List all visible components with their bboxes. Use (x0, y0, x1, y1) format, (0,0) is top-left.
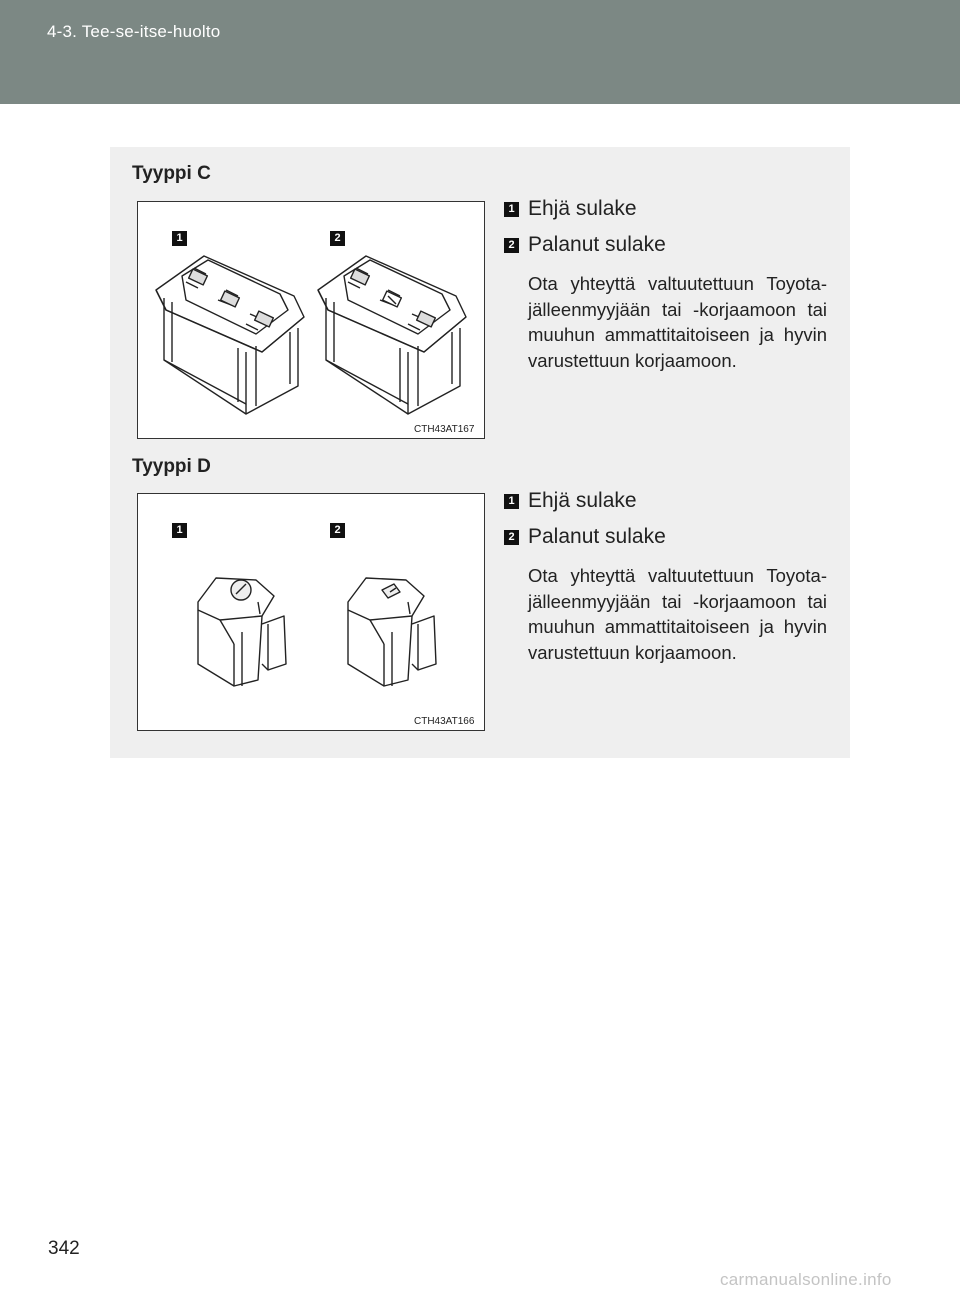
figure-label-2: 2 (330, 523, 345, 538)
service-note: Ota yhteyttä valtuutettuun Toyota-jälleenmyyjään tai -korjaamoon tai muuhun ammattitaitoiseen ja hyvin varustettuun korjaamoon. (528, 565, 827, 663)
item-number-badge: 1 (504, 202, 519, 217)
section-heading-type-c: Tyyppi C (132, 163, 211, 184)
item-number-badge: 2 (504, 530, 519, 545)
page-header (0, 0, 960, 104)
list-item (504, 489, 637, 513)
figure-type-c (137, 201, 485, 439)
item-label: Palanut sulake (528, 525, 666, 548)
list-item (504, 525, 666, 549)
watermark: carmanualsonline.info (720, 1270, 892, 1289)
figure-code: CTH43AT166 (414, 716, 475, 727)
list-item (504, 233, 666, 257)
list-item (504, 197, 637, 221)
page-number: 342 (48, 1238, 80, 1259)
item-number-badge: 2 (504, 238, 519, 253)
figure-type-d (137, 493, 485, 731)
figure-label-1: 1 (172, 231, 187, 246)
figure-code: CTH43AT167 (414, 424, 475, 435)
fuse-illustration-type-c (138, 202, 484, 438)
section-title: 4-3. Tee-se-itse-huolto (47, 22, 221, 41)
fuse-illustration-type-d (138, 494, 484, 730)
item-label: Ehjä sulake (528, 197, 637, 220)
service-note: Ota yhteyttä valtuutettuun Toyota-jälleenmyyjään tai -korjaamoon tai muuhun ammattitaitoiseen ja hyvin varustettuun korjaamoon. (528, 273, 827, 371)
item-number-badge: 1 (504, 494, 519, 509)
figure-label-1: 1 (172, 523, 187, 538)
figure-label-2: 2 (330, 231, 345, 246)
item-label: Palanut sulake (528, 233, 666, 256)
item-label: Ehjä sulake (528, 489, 637, 512)
section-heading-type-d: Tyyppi D (132, 456, 211, 477)
